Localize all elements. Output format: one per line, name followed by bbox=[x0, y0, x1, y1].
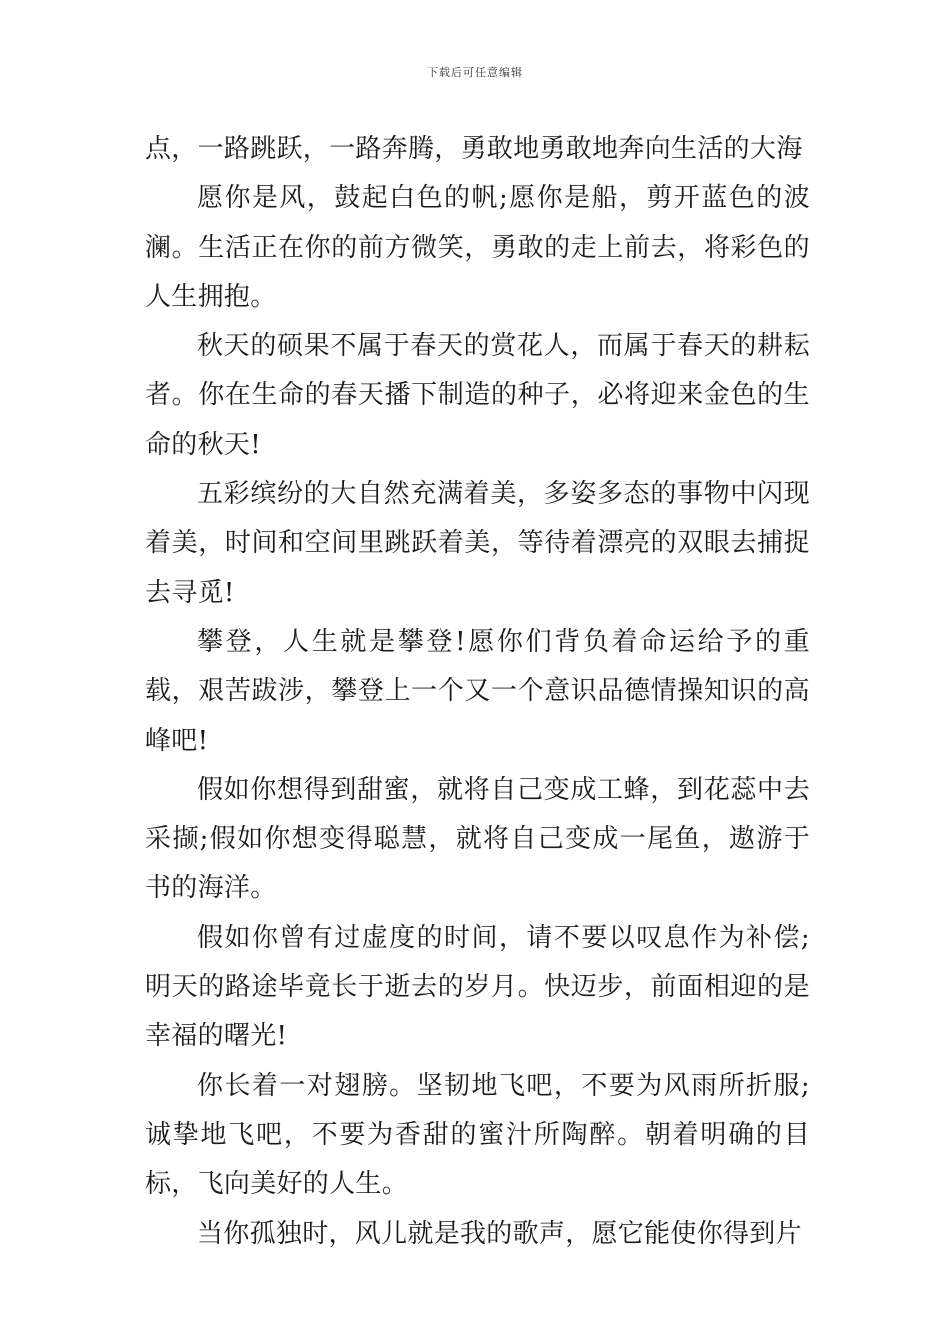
paragraph-9: 当你孤独时，风儿就是我的歌声，愿它能使你得到片 bbox=[197, 1218, 802, 1249]
paragraph-5: 攀登，人生就是攀登!愿你们背负着命运给予的重载，艰苦跋涉，攀登上一个又一个意识品德情操知识的高峰吧! bbox=[145, 626, 810, 756]
paragraph-4: 五彩缤纷的大自然充满着美，多姿多态的事物中闪现着美，时间和空间里跳跃着美，等待着漂亮的双眼去捕捉去寻觅! bbox=[145, 479, 810, 608]
page-header: 下载后可任意编辑 bbox=[427, 66, 523, 79]
document-body bbox=[145, 125, 810, 1259]
paragraph-2: 愿你是风，鼓起白色的帆;愿你是船，剪开蓝色的波澜。生活正在你的前方微笑，勇敢的走上前去，将彩色的人生拥抱。 bbox=[145, 183, 810, 312]
paragraph-3: 秋天的硕果不属于春天的赏花人，而属于春天的耕耘者。你在生命的春天播下制造的种子，必将迎来金色的生命的秋天! bbox=[145, 331, 810, 460]
paragraph-6: 假如你想得到甜蜜，就将自己变成工蜂，到花蕊中去采撷;假如你想变得聪慧，就将自己变成一尾鱼，遨游于书的海洋。 bbox=[145, 774, 810, 904]
paragraph-1: 点，一路跳跃，一路奔腾，勇敢地勇敢地奔向生活的大海 bbox=[145, 134, 803, 164]
paragraph-7: 假如你曾有过虚度的时间，请不要以叹息作为补偿;明天的路途毕竟长于逝去的岁月。快迈步，前面相迎的是幸福的曙光! bbox=[145, 922, 810, 1052]
paragraph-8: 你长着一对翅膀。坚韧地飞吧，不要为风雨所折服;诚挚地飞吧，不要为香甜的蜜汁所陶醉。朝着明确的目标，飞向美好的人生。 bbox=[145, 1070, 810, 1200]
